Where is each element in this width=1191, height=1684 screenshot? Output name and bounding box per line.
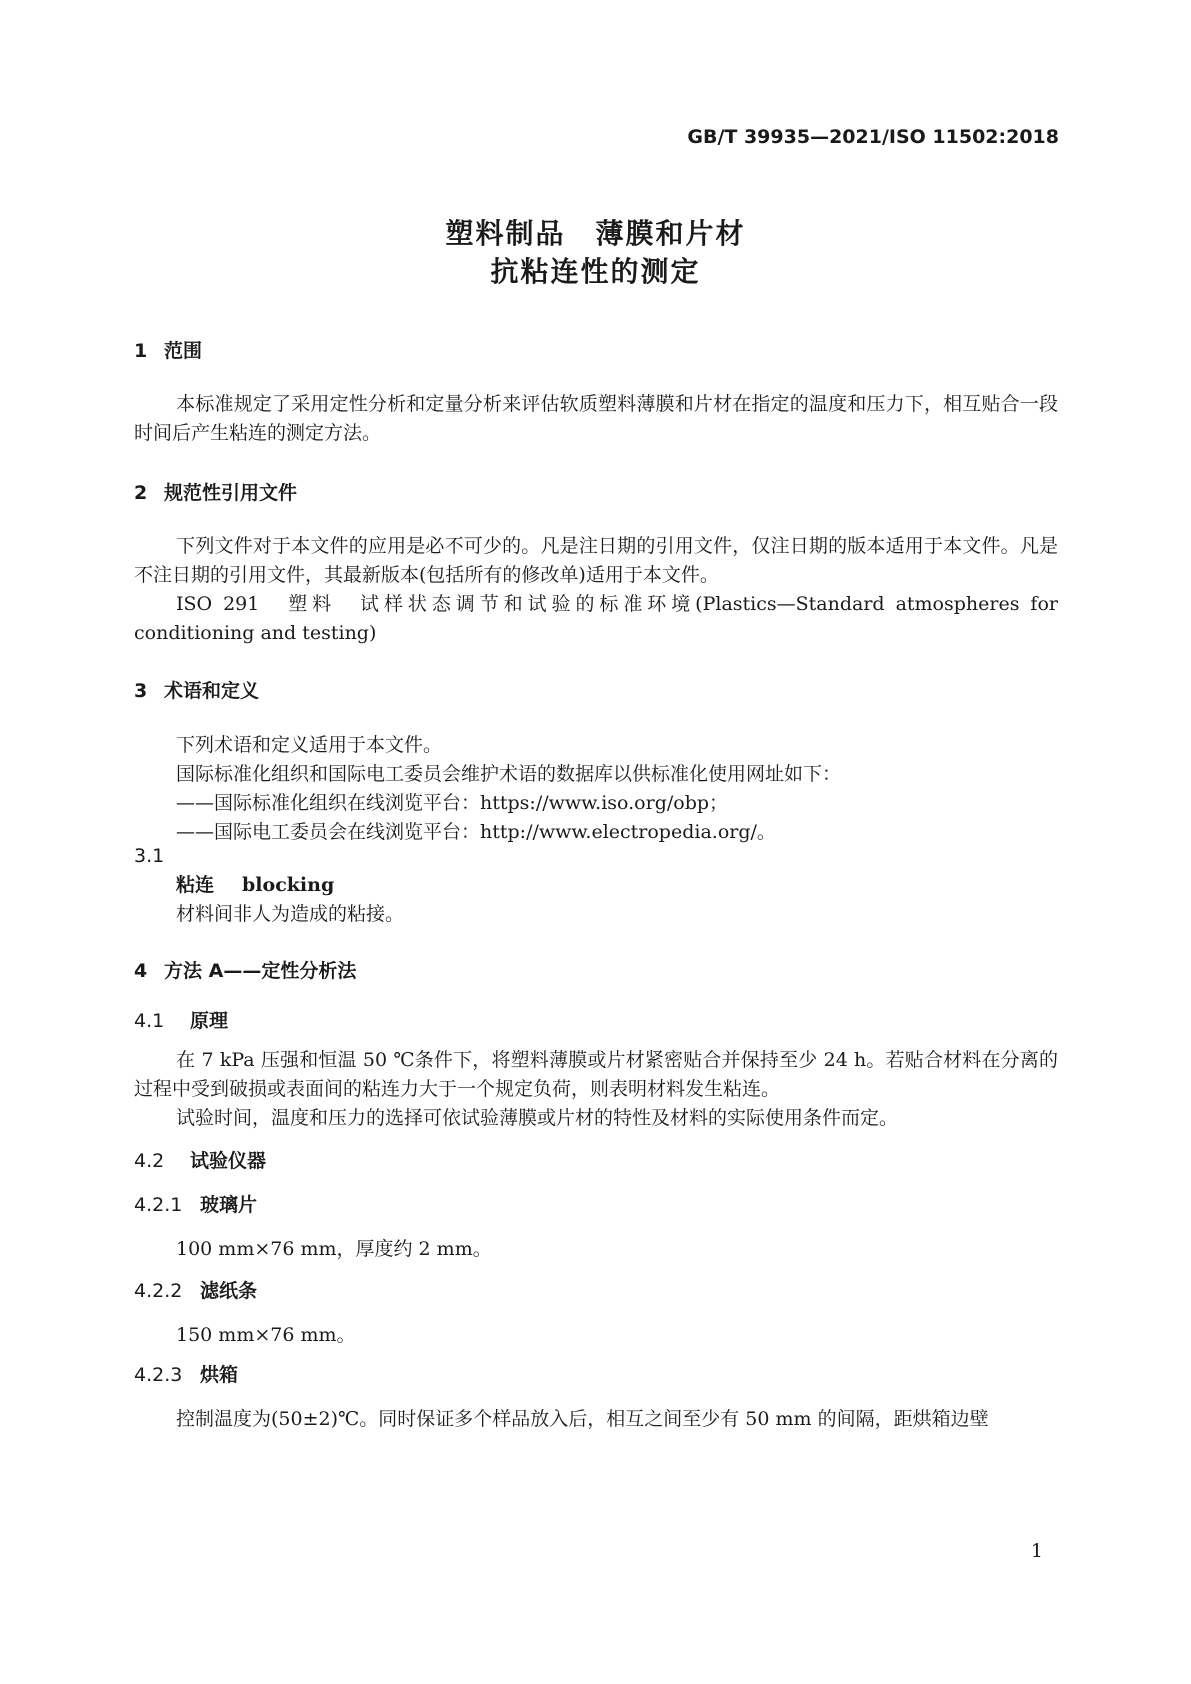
section-3-heading xyxy=(134,676,259,703)
section-title: 术语和定义 xyxy=(164,680,260,702)
section-title: 玻璃片 xyxy=(200,1194,258,1216)
section-2-paragraph xyxy=(134,532,1058,590)
document-title-line2: 抗粘连性的测定 xyxy=(490,255,701,288)
reference-text: ISO 291 塑料 试样状态调节和试验的标准环境(Plastics—Standard atmospheres for conditioning and testing) xyxy=(134,593,1058,644)
paragraph-text: 下列文件对于本文件的应用是必不可少的。凡是注日期的引用文件，仅注日期的版本适用于本文件。凡是不注日期的引用文件，其最新版本(包括所有的修改单)适用于本文件。 xyxy=(134,535,1058,586)
term-definition: 材料间非人为造成的粘接。 xyxy=(176,903,405,925)
iso-obp-line: ——国际标准化组织在线浏览平台：https://www.iso.org/obp； xyxy=(176,792,729,814)
term-number: 3.1 xyxy=(134,845,165,867)
section-number: 4.2.1 xyxy=(134,1194,183,1216)
section-4-2-1-text: 100 mm×76 mm，厚度约 2 mm。 xyxy=(176,1238,492,1260)
section-4-1-paragraph-1 xyxy=(134,1046,1058,1104)
term-english: blocking xyxy=(242,874,335,896)
terms-database-line: 国际标准化组织和国际电工委员会维护术语的数据库以供标准化使用网址如下： xyxy=(176,763,842,785)
section-number: 4.1 xyxy=(134,1010,165,1032)
section-1-heading xyxy=(134,336,202,363)
section-4-2-2-text: 150 mm×76 mm。 xyxy=(176,1324,356,1346)
section-number: 4.2 xyxy=(134,1150,165,1172)
document-title-line1: 塑料制品 薄膜和片材 xyxy=(445,217,746,250)
section-4-2-heading xyxy=(134,1146,266,1173)
section-title: 规范性引用文件 xyxy=(164,482,298,504)
section-number: 4.2.2 xyxy=(134,1280,183,1302)
section-title: 滤纸条 xyxy=(200,1280,258,1302)
section-title: 范围 xyxy=(164,340,203,362)
section-number: 2 xyxy=(134,482,148,504)
section-number: 1 xyxy=(134,340,148,362)
normative-reference xyxy=(134,590,1058,648)
section-4-2-2-heading xyxy=(134,1276,257,1303)
electropedia-line: ——国际电工委员会在线浏览平台：http://www.electropedia.org/。 xyxy=(176,821,776,843)
section-title: 试验仪器 xyxy=(190,1150,267,1172)
section-4-2-1-heading xyxy=(134,1190,257,1217)
standard-code: GB/T 39935—2021/ISO 11502:2018 xyxy=(687,126,1059,148)
section-4-1-paragraph-2 xyxy=(134,1104,1058,1133)
term-entry xyxy=(176,870,334,897)
paragraph-text: 本标准规定了采用定性分析和定量分析来评估软质塑料薄膜和片材在指定的温度和压力下，相互贴合一段时间后产生粘连的测定方法。 xyxy=(134,393,1058,444)
section-4-2-3-text: 控制温度为(50±2)℃。同时保证多个样品放入后，相互之间至少有 50 mm 的间隔，距烘箱边壁 xyxy=(176,1408,989,1430)
section-4-heading xyxy=(134,956,356,983)
section-4-1-heading xyxy=(134,1006,228,1033)
section-4-2-3-heading xyxy=(134,1360,238,1387)
terms-intro-line: 下列术语和定义适用于本文件。 xyxy=(176,734,443,756)
section-number: 4.2.3 xyxy=(134,1364,183,1386)
section-title: 原理 xyxy=(190,1010,229,1032)
section-title: 烘箱 xyxy=(200,1364,239,1386)
section-number: 3 xyxy=(134,680,148,702)
page-number: 1 xyxy=(1030,1540,1043,1562)
paragraph-text: 试验时间，温度和压力的选择可依试验薄膜或片材的特性及材料的实际使用条件而定。 xyxy=(176,1107,899,1129)
section-1-paragraph xyxy=(134,390,1058,448)
section-2-heading xyxy=(134,478,297,505)
section-title: 方法 A——定性分析法 xyxy=(164,960,357,982)
term-chinese: 粘连 xyxy=(176,874,215,896)
section-number: 4 xyxy=(134,960,148,982)
paragraph-text: 在 7 kPa 压强和恒温 50 ℃条件下，将塑料薄膜或片材紧密贴合并保持至少 24 h。若贴合材料在分离的过程中受到破损或表面间的粘连力大于一个规定负荷，则表明材料发生粘连。 xyxy=(134,1049,1058,1100)
